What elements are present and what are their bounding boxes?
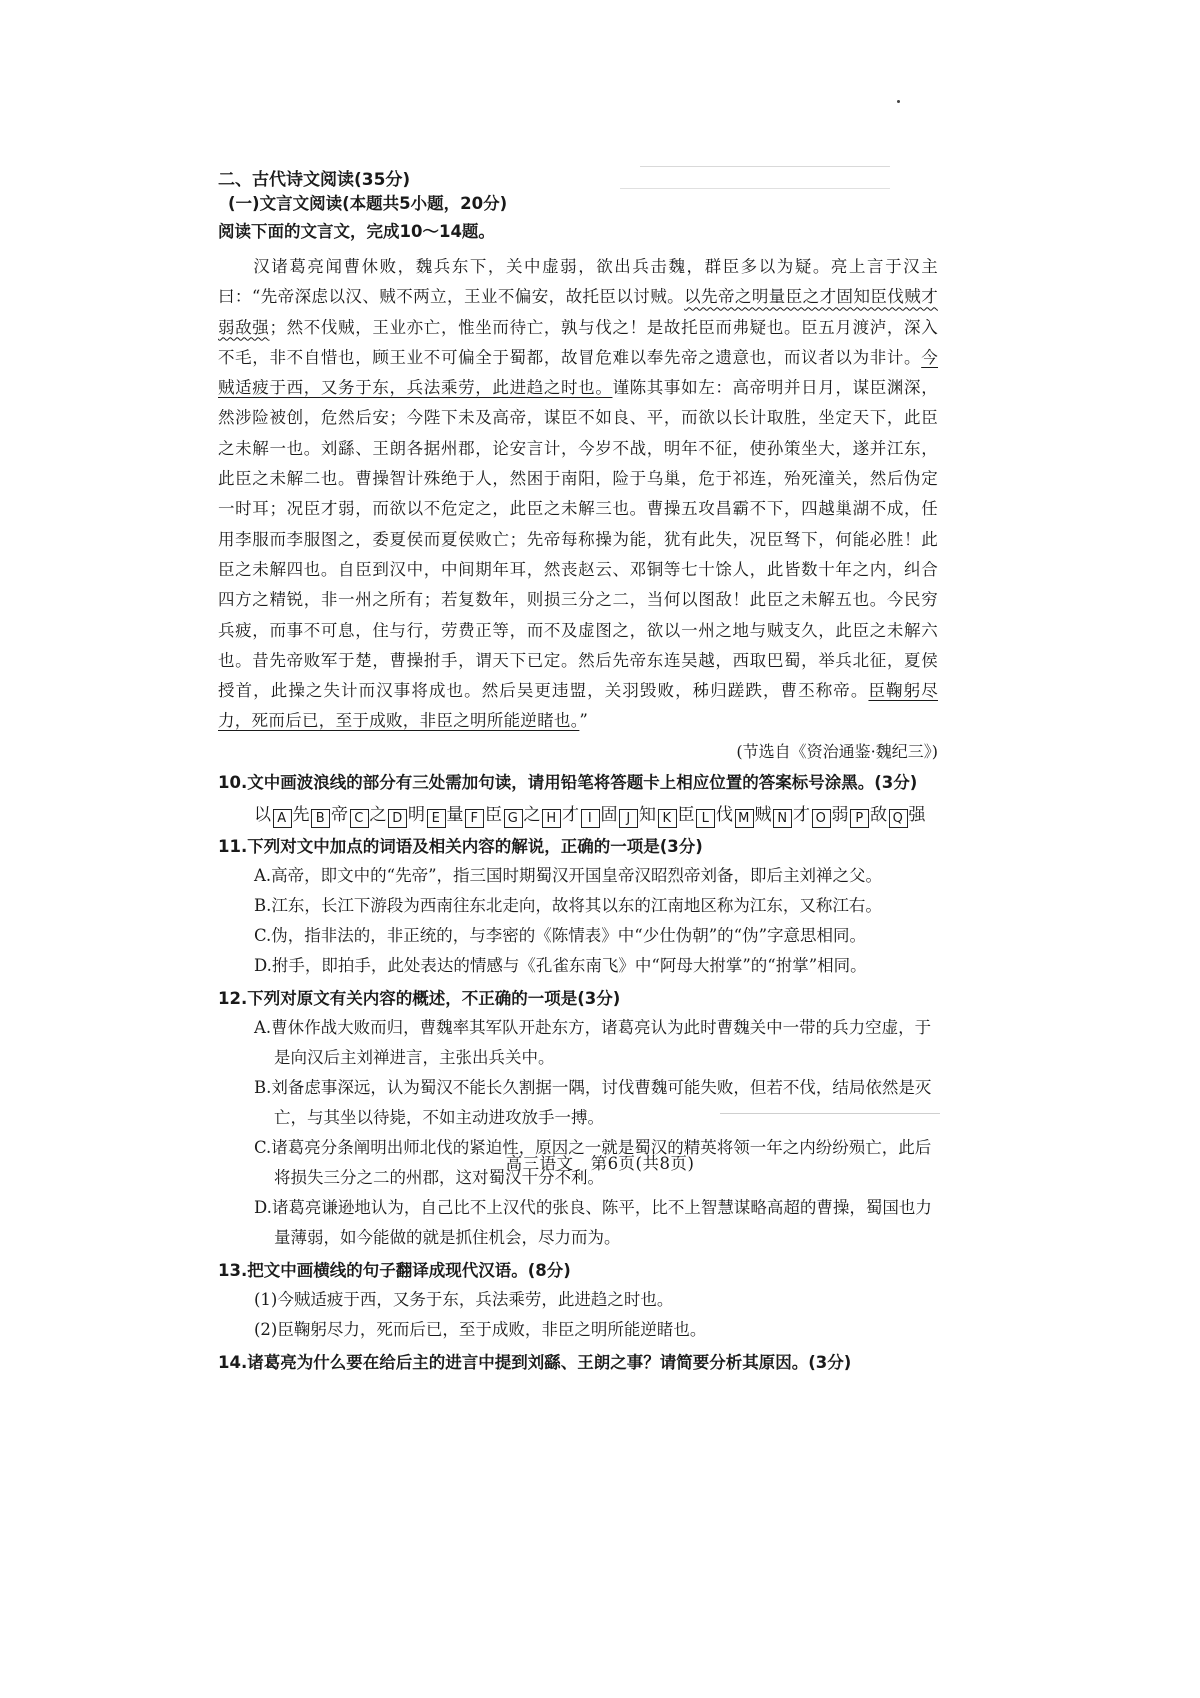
question-11-option-a: A.高帝，即文中的“先帝”，指三国时期蜀汉开国皇帝汉昭烈帝刘备，即后主刘禅之父。 xyxy=(254,865,883,885)
question-12-option-a: A.曹休作战大败而归，曹魏率其军队开赴东方，诸葛亮认为此时曹魏关中一带的兵力空虚，于是向汉后主刘禅进言，主张出兵关中。 xyxy=(254,1017,932,1067)
passage-char: 才 xyxy=(793,804,811,825)
passage-part-2: ；然不伐贼，王业亦亡，惟坐而待亡，孰与伐之！是故托臣而弗疑也。臣五月渡泸，深入不毛，非不自惜也，顾王业不可偏全于蜀都，故冒危难以奉先帝之遗意也，而议者以为非计。 xyxy=(218,317,938,367)
answer-label-box: G xyxy=(504,809,523,828)
passage-char: 敌 xyxy=(870,804,888,825)
answer-label-box: B xyxy=(311,809,330,828)
answer-label-box: A xyxy=(273,809,292,828)
answer-label-box: H xyxy=(542,809,561,828)
answer-label-box: Q xyxy=(889,809,908,828)
passage-part-3: 谨陈其事如左：高帝明并日月，谋臣渊深，然涉险被创，危然后安；今陛下未及高帝，谋臣不如良、平，而欲以长计取胜，坐定天下，此臣之未解一也。刘繇、王朗各据州郡，论安言计，今岁不战，明年不征，使孙策坐大，遂并江东，此臣之未解二也。曹操智计殊绝于人，然困于南阳，险于乌巢，危于祁连，殆死潼关，然后伪定一时耳；况臣才弱，而欲以不危定之，此臣之未解三也。曹操五攻昌霸不下，四越巢湖不成，任用李服而李服图之，委夏侯而夏侯败亡；先帝每称操为能，犹有此失，况臣驽下，何能必胜！此臣之未解四也。自臣到汉中，中间期年耳，然丧赵云、邓铜等七十馀人，此皆数十年之内，纠合四方之精锐，非一州之所有；若复数年，则损三分之二，当何以图敌！此臣之未解五也。今民穷兵疲，而事不可息，住与行，劳费正等，而不及虚图之，欲以一州之地与贼支久，此臣之未解六也。昔先帝败军于楚，曹操拊手，谓天下已定。然后先帝东连吴越，西取巴蜀，举兵北征，夏侯授首，此操之失计而汉事将成也。然后吴更违盟，关羽毁败，秭归蹉跌，曹丕称帝。 xyxy=(218,378,939,701)
page-footer: 高三语文 第6页(共8页) xyxy=(505,1154,695,1173)
answer-label-box: P xyxy=(850,809,869,828)
bleed-through-line xyxy=(640,166,890,167)
question-12-option-b: B.刘备虑事深远，认为蜀汉不能长久割据一隅，讨伐曹魏可能失败，但若不伐，结局依然是灭亡，与其坐以待毙，不如主动进攻放手一搏。 xyxy=(254,1077,932,1127)
passage-char: 臣 xyxy=(677,804,695,825)
answer-label-box: F xyxy=(465,809,484,828)
passage-char: 弱 xyxy=(831,804,849,825)
passage-char: 贼 xyxy=(754,804,772,825)
answer-label-box: E xyxy=(427,809,446,828)
question-14-stem: 14.诸葛亮为什么要在给后主的进言中提到刘繇、王朗之事？请简要分析其原因。(3分) xyxy=(218,1352,852,1372)
answer-label-box: D xyxy=(388,809,407,828)
question-13-item-1: (1)今贼适疲于西，又务于东，兵法乘劳，此进趋之时也。 xyxy=(254,1289,674,1309)
passage-char: 之 xyxy=(523,804,541,825)
passage-char: 明 xyxy=(408,804,426,825)
passage-char: 知 xyxy=(639,804,657,825)
passage-char: 以 xyxy=(254,804,272,825)
passage-char: 才 xyxy=(562,804,580,825)
subsection-heading: (一)文言文阅读(本题共5小题，20分) xyxy=(228,194,508,213)
question-11-options xyxy=(218,861,938,981)
question-11-option-c: C.伪，指非法的，非正统的，与李密的《陈情表》中“少仕伪朝”的“伪”字意思相同。 xyxy=(254,925,867,945)
question-13-stem: 13.把文中画横线的句子翻译成现代汉语。(8分) xyxy=(218,1260,571,1280)
passage-char: 之 xyxy=(369,804,387,825)
passage-char: 先 xyxy=(292,804,310,825)
passage-source: (节选自《资治通鉴·魏纪三》) xyxy=(736,741,938,761)
answer-label-box: O xyxy=(812,809,831,828)
answer-label-box: M xyxy=(735,809,754,828)
question-11-option-b: B.江东，长江下游段为西南往东北走向，故将其以东的江南地区称为江东，又称江右。 xyxy=(254,895,882,915)
answer-label-box: K xyxy=(658,809,677,828)
answer-label-box: J xyxy=(619,809,638,828)
passage-char: 臣 xyxy=(485,804,503,825)
question-11-stem: 11.下列对文中加点的词语及相关内容的解说，正确的一项是(3分) xyxy=(218,836,703,856)
passage-closing-quote: ” xyxy=(579,711,589,731)
underlined-sentence-1: 今贼适疲于西，又务于东，兵法乘劳，此进趋之时也。 xyxy=(218,347,938,398)
passage-part-1: 汉诸葛亮闻曹休败，魏兵东下，关中虚弱，欲出兵击魏，群臣多以为疑。亮上言于汉主曰：“先帝深虑以汉、贼不两立，王业不偏安，故托臣以讨贼。 xyxy=(218,257,938,307)
exam-content xyxy=(218,168,938,1377)
question-11-option-d: D.拊手，即拍手，此处表达的情感与《孔雀东南飞》中“阿母大拊掌”的“拊掌”相同。 xyxy=(254,955,867,975)
question-13-item-2: (2)臣鞠躬尽力，死而后已，至于成败，非臣之明所能逆睹也。 xyxy=(254,1319,707,1339)
question-10-stem: 10.文中画波浪线的部分有三处需加句读，请用铅笔将答题卡上相应位置的答案标号涂黑。(3分) xyxy=(218,772,918,792)
answer-label-box: C xyxy=(350,809,369,828)
speck-mark xyxy=(897,100,900,103)
instruction-text: 阅读下面的文言文，完成10～14题。 xyxy=(218,222,495,241)
question-12-option-c: C.诸葛亮分条阐明出师北伐的紧迫性，原因之一就是蜀汉的精英将领一年之内纷纷殒亡，此后将损失三分之二的州郡，这对蜀汉十分不利。 xyxy=(254,1137,932,1187)
passage-char: 强 xyxy=(908,804,926,825)
answer-label-box: N xyxy=(773,809,792,828)
passage-char: 固 xyxy=(600,804,618,825)
passage-char: 伐 xyxy=(716,804,734,825)
question-12-options xyxy=(218,1013,938,1253)
question-12-stem: 12.下列对原文有关内容的概述，不正确的一项是(3分) xyxy=(218,988,621,1008)
wavy-underlined-text: 以先帝之明量臣之才固知臣伐贼才弱敌强 xyxy=(218,287,938,337)
passage-char: 量 xyxy=(446,804,464,825)
passage-char: 帝 xyxy=(331,804,349,825)
answer-label-box: I xyxy=(581,809,600,828)
section-heading: 二、古代诗文阅读(35分) xyxy=(218,170,411,190)
answer-label-box: L xyxy=(696,809,715,828)
underlined-sentence-2: 臣鞠躬尽力，死而后已，至于成败，非臣之明所能逆睹也。 xyxy=(218,681,938,731)
question-12-option-d: D.诸葛亮谦逊地认为，自己比不上汉代的张良、陈平，比不上智慧谋略高超的曹操，蜀国也力量薄弱，如今能做的就是抓住机会，尽力而为。 xyxy=(254,1197,932,1247)
classical-passage xyxy=(218,252,938,737)
punctuation-option-row xyxy=(254,801,938,829)
